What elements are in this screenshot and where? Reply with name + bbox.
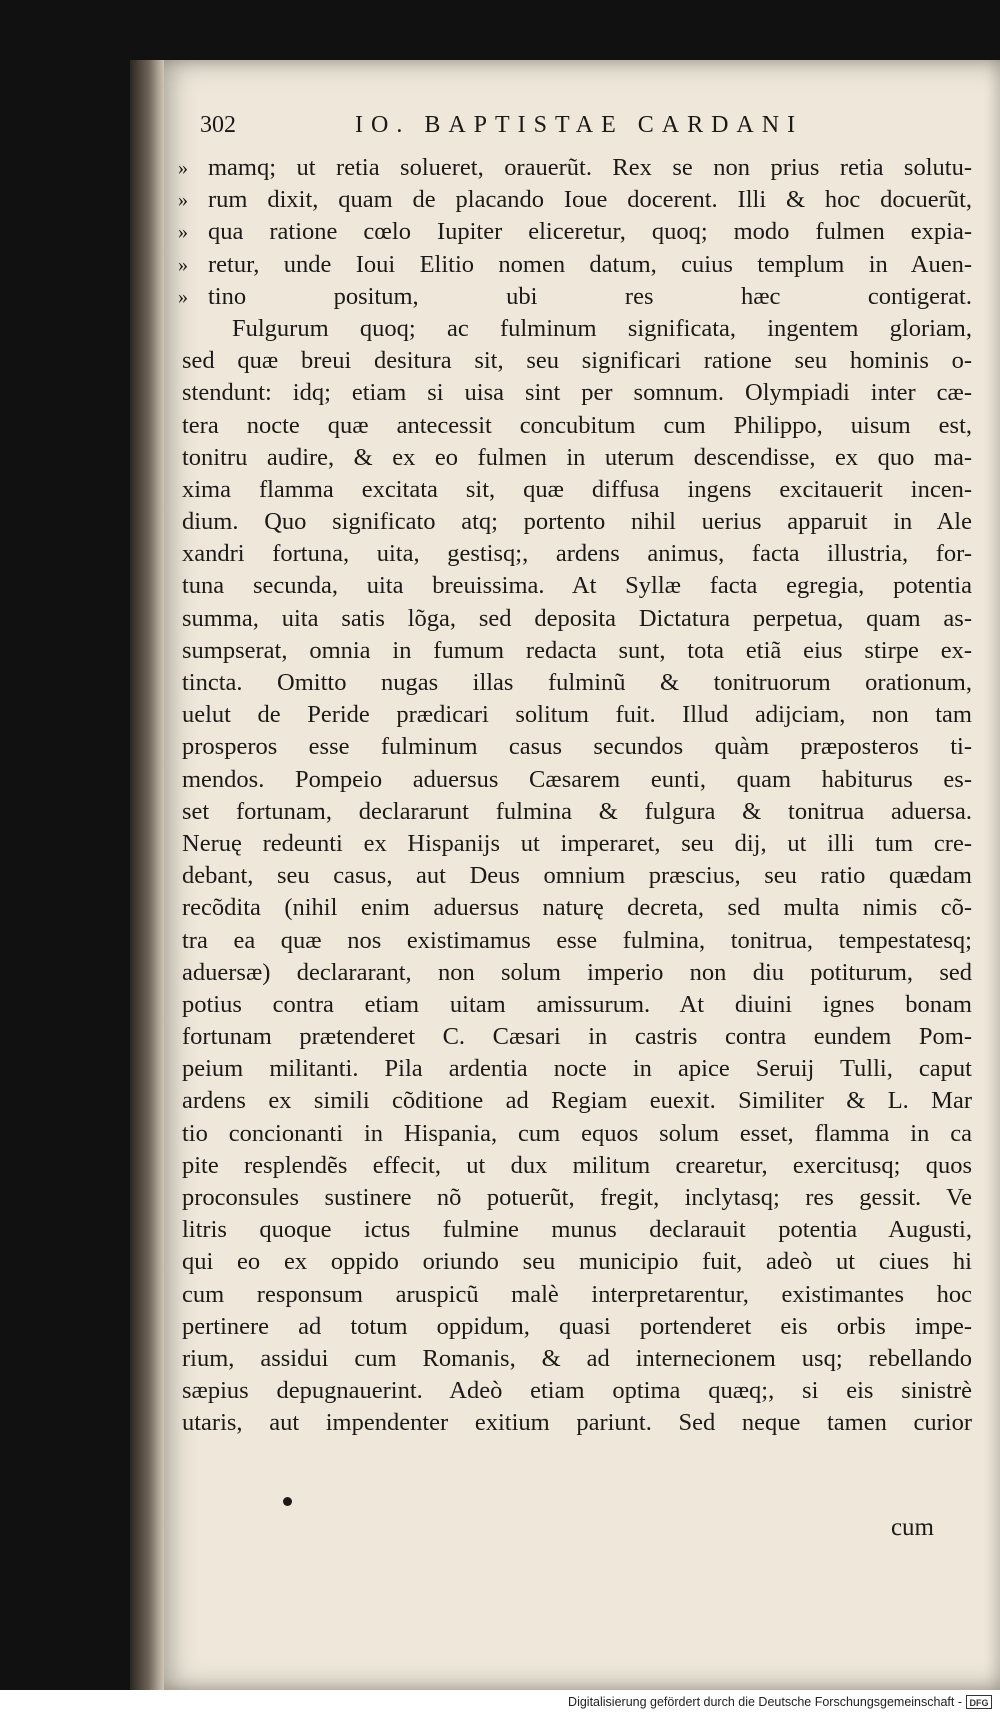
ink-mark xyxy=(283,1497,292,1506)
line-text: pite resplendẽs effecit, ut dux militum crearetur, exercitusq; quos xyxy=(182,1151,972,1179)
text-line xyxy=(182,377,972,409)
line-text: qui eo ex oppido oriundo seu municipio fuit, adeò ut ciues hi xyxy=(182,1248,972,1276)
quotation-mark: » xyxy=(178,157,188,179)
line-text: summa, uita satis lõga, sed deposita Dictatura perpetua, quam as- xyxy=(182,604,972,632)
text-line xyxy=(182,1246,972,1278)
line-text: potius contra etiam uitam amissurum. At diuini ignes bonam xyxy=(182,990,972,1018)
text-line xyxy=(182,506,972,538)
text-line xyxy=(182,667,972,699)
line-text: proconsules sustinere nõ potuerũt, fregit, inclytasq; res gessit. Ve xyxy=(182,1184,972,1211)
text-line xyxy=(182,635,972,667)
text-line xyxy=(182,345,972,377)
line-text: sumpserat, omnia in fumum redacta sunt, tota etiã eius stirpe ex- xyxy=(182,636,972,664)
text-line xyxy=(182,1407,972,1439)
text-line xyxy=(182,1021,972,1053)
text-line xyxy=(182,828,972,860)
text-line xyxy=(182,699,972,731)
line-text: tio concionanti in Hispania, cum equos solum esset, flamma in ca xyxy=(182,1119,972,1147)
line-text: cum responsum aruspicũ malè interpretarentur, existimantes hoc xyxy=(182,1280,972,1308)
text-line xyxy=(182,1085,972,1117)
page-gutter xyxy=(130,60,164,1690)
text-line xyxy=(182,731,972,763)
text-line xyxy=(182,925,972,957)
dfg-logo-icon: DFG xyxy=(966,1695,992,1709)
text-line xyxy=(182,1214,972,1246)
text-line xyxy=(182,796,972,828)
text-line xyxy=(182,892,972,924)
digitization-footer xyxy=(0,1690,1000,1716)
text-line xyxy=(182,860,972,892)
line-text: xandri fortuna, uita, gestisq;, ardens animus, facta illustria, for- xyxy=(182,540,972,568)
line-text: tuna secunda, uita breuissima. At Syllæ facta egregia, potentia xyxy=(182,572,972,600)
text-line xyxy=(178,281,972,313)
line-text: Neruę redeunti ex Hispanijs ut imperaret, seu dij, ut illi tum cre- xyxy=(182,829,972,857)
quotation-mark: » xyxy=(178,253,188,276)
text-line xyxy=(182,764,972,796)
line-text: uelut de Peride prædicari solitum fuit. Illud adijciam, non tam xyxy=(182,701,972,729)
line-text: prosperos esse fulminum casus secundos quàm præposteros ti- xyxy=(182,733,972,761)
line-text: sæpius depugnauerint. Adeò etiam optima quæq;, si eis sinistrè xyxy=(182,1377,972,1405)
line-text: recõdita (nihil enim aduersus naturę decreta, sed multa nimis cõ- xyxy=(182,894,972,922)
text-line xyxy=(178,216,972,248)
line-text: qua ratione cœlo Iupiter eliceretur, quoq; modo fulmen expia- xyxy=(208,218,972,246)
line-text: fortunam prætenderet C. Cæsari in castris contra eundem Pom- xyxy=(182,1023,972,1051)
text-line xyxy=(182,410,972,442)
catchword: cum xyxy=(890,1514,934,1541)
text-line xyxy=(182,603,972,635)
line-text: rum dixit, quam de placando Ioue docerent. Illi & hoc docuerũt, xyxy=(208,186,972,214)
line-text: tincta. Omitto nugas illas fulminũ & tonitruorum orationum, xyxy=(182,669,972,696)
text-line xyxy=(182,538,972,570)
body-text xyxy=(178,152,972,1440)
line-text: aduersæ) declararant, non solum imperio non diu potiturum, sed xyxy=(182,958,972,986)
line-text: tino positum, ubi res hæc contigerat. xyxy=(208,282,972,310)
line-text: Fulgurum quoq; ac fulminum significata, ingentem gloriam, xyxy=(232,314,972,342)
line-text: tra ea quæ nos existimamus esse fulmina, tonitrua, tempestatesq; xyxy=(182,926,972,954)
page-header xyxy=(200,112,960,148)
line-text: tera nocte quæ antecessit concubitum cum Philippo, uisum est, xyxy=(182,411,972,439)
text-line xyxy=(182,442,972,474)
page-number: 302 xyxy=(200,112,236,138)
line-text: dium. Quo significato atq; portento nihil uerius apparuit in Ale xyxy=(182,508,972,536)
text-line xyxy=(182,957,972,989)
line-text: mendos. Pompeio aduersus Cæsarem eunti, quam habiturus es- xyxy=(182,765,972,793)
quotation-mark: » xyxy=(178,221,188,244)
text-line xyxy=(182,1150,972,1182)
text-line xyxy=(182,313,972,345)
text-line xyxy=(182,1343,972,1375)
text-line xyxy=(178,184,972,216)
line-text: retur, unde Ioui Elitio nomen datum, cuius templum in Auen- xyxy=(208,250,972,278)
text-line xyxy=(182,570,972,602)
line-text: tonitru audire, & ex eo fulmen in uterum descendisse, ex quo ma- xyxy=(182,443,972,471)
quotation-mark: » xyxy=(178,189,188,212)
text-line xyxy=(182,1311,972,1343)
line-text: xima flamma excitata sit, quæ diffusa ingens excitauerit incen- xyxy=(182,475,972,503)
line-text: debant, seu casus, aut Deus omnium præscius, seu ratio quædam xyxy=(182,862,972,890)
text-line xyxy=(182,474,972,506)
text-line xyxy=(182,1053,972,1085)
text-line xyxy=(178,249,972,281)
text-line xyxy=(182,1279,972,1311)
text-line xyxy=(178,152,972,184)
text-line xyxy=(182,1375,972,1407)
line-text: peium militanti. Pila ardentia nocte in apice Seruij Tulli, caput xyxy=(182,1055,972,1083)
line-text: sed quæ breui desitura sit, seu significari ratione seu hominis o- xyxy=(182,347,972,375)
funding-notice: Digitalisierung gefördert durch die Deutsche Forschungsgemeinschaft - xyxy=(568,1695,962,1709)
line-text: rium, assidui cum Romanis, & ad internecionem usq; rebellando xyxy=(182,1344,972,1372)
line-text: pertinere ad totum oppidum, quasi portenderet eis orbis impe- xyxy=(182,1312,972,1340)
text-line xyxy=(182,989,972,1021)
quotation-mark: » xyxy=(178,285,188,308)
line-text: mamq; ut retia solueret, orauerũt. Rex se non prius retia solutu- xyxy=(208,154,972,181)
line-text: set fortunam, declararunt fulmina & fulgura & tonitrua aduersa. xyxy=(182,797,972,825)
line-text: ardens ex simili cõditione ad Regiam euexit. Similiter & L. Mar xyxy=(182,1087,972,1115)
line-text: litris quoque ictus fulmine munus declarauit potentia Augusti, xyxy=(182,1216,972,1244)
running-title: IO. BAPTISTAE CARDANI xyxy=(355,112,804,138)
line-text: stendunt: idq; etiam si uisa sint per somnum. Olympiadi inter cæ- xyxy=(182,379,972,407)
text-line xyxy=(182,1118,972,1150)
line-text: utaris, aut impendenter exitium pariunt. Sed neque tamen curior xyxy=(182,1409,972,1437)
text-line xyxy=(182,1182,972,1214)
